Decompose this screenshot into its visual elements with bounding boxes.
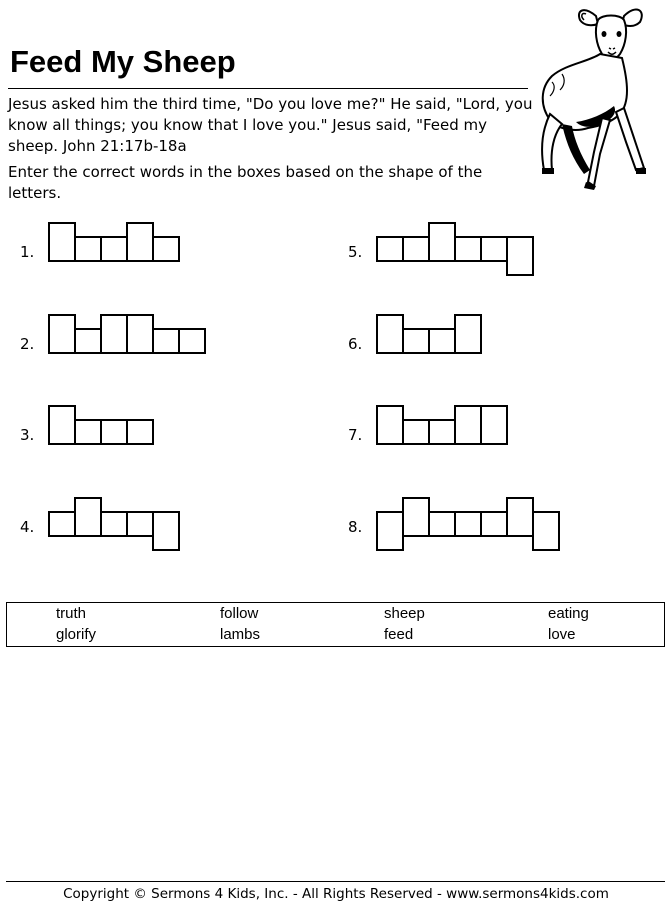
letter-box-descender[interactable] (376, 511, 404, 551)
letter-box-short[interactable] (402, 419, 430, 445)
puzzle-number: 8. (348, 518, 363, 536)
word-puzzle (20, 405, 156, 475)
letter-box-tall[interactable] (100, 314, 128, 354)
word-puzzle (348, 222, 536, 292)
instructions: Enter the correct words in the boxes based on the shape of the letters. (8, 163, 483, 202)
title-divider (8, 88, 528, 89)
puzzle-number: 4. (20, 518, 35, 536)
letter-box-short[interactable] (454, 511, 482, 537)
letter-box-tall[interactable] (376, 405, 404, 445)
letter-box-tall[interactable] (454, 314, 482, 354)
letter-box-short[interactable] (152, 328, 180, 354)
letter-box-short[interactable] (126, 511, 154, 537)
word-puzzle (20, 222, 182, 292)
letter-box-short[interactable] (74, 236, 102, 262)
word-bank (6, 602, 665, 647)
letter-box-tall[interactable] (454, 405, 482, 445)
letter-box-short[interactable] (480, 236, 508, 262)
letter-box-tall[interactable] (376, 314, 404, 354)
letter-box-tall[interactable] (480, 405, 508, 445)
word-puzzle (348, 497, 562, 567)
letter-box-short[interactable] (376, 236, 404, 262)
puzzle-number: 7. (348, 426, 363, 444)
letter-box-short[interactable] (178, 328, 206, 354)
letter-box-short[interactable] (74, 419, 102, 445)
word-bank-item: feed (384, 626, 414, 643)
lamb-icon (536, 2, 664, 198)
letter-box-short[interactable] (48, 511, 76, 537)
letter-box-short[interactable] (152, 236, 180, 262)
puzzle-number: 1. (20, 243, 35, 261)
bible-verse: Jesus asked him the third time, "Do you love me?" He said, "Lord, you know all things; you know that I love you." Jesus said, "Feed my sheep. John 21:17b-18a (8, 95, 533, 155)
letter-box-tall[interactable] (506, 497, 534, 537)
page-title: Feed My Sheep (10, 44, 236, 79)
letter-box-short[interactable] (100, 236, 128, 262)
letter-box-short[interactable] (100, 419, 128, 445)
puzzle-number: 5. (348, 243, 363, 261)
word-bank-item: follow (220, 605, 259, 622)
letter-box-short[interactable] (402, 328, 430, 354)
letter-box-descender[interactable] (152, 511, 180, 551)
copyright-footer: Copyright © Sermons 4 Kids, Inc. - All Rights Reserved - www.sermons4kids.com (63, 886, 609, 902)
word-puzzle (20, 497, 182, 567)
word-bank-item: lambs (220, 626, 261, 643)
puzzle-number: 6. (348, 335, 363, 353)
word-puzzle (348, 314, 484, 384)
letter-box-tall[interactable] (402, 497, 430, 537)
letter-box-tall[interactable] (48, 222, 76, 262)
puzzle-number: 2. (20, 335, 35, 353)
letter-box-tall[interactable] (126, 314, 154, 354)
letter-box-short[interactable] (428, 511, 456, 537)
word-bank-item: eating (548, 605, 589, 622)
letter-box-short[interactable] (428, 328, 456, 354)
letter-box-short[interactable] (428, 419, 456, 445)
letter-box-short[interactable] (454, 236, 482, 262)
letter-box-short[interactable] (402, 236, 430, 262)
word-puzzle (20, 314, 208, 384)
footer-divider (6, 881, 665, 882)
word-bank-item: truth (56, 605, 87, 622)
word-bank-item: sheep (384, 605, 425, 622)
letter-box-tall[interactable] (428, 222, 456, 262)
puzzle-number: 3. (20, 426, 35, 444)
letter-box-tall[interactable] (48, 405, 76, 445)
letter-box-tall[interactable] (48, 314, 76, 354)
word-bank-item: love (548, 626, 576, 643)
word-bank-item: glorify (56, 626, 97, 643)
letter-box-short[interactable] (126, 419, 154, 445)
letter-box-short[interactable] (74, 328, 102, 354)
letter-box-descender[interactable] (532, 511, 560, 551)
letter-box-tall[interactable] (126, 222, 154, 262)
letter-box-tall[interactable] (74, 497, 102, 537)
word-puzzle (348, 405, 510, 475)
letter-box-descender[interactable] (506, 236, 534, 276)
letter-box-short[interactable] (480, 511, 508, 537)
letter-box-short[interactable] (100, 511, 128, 537)
